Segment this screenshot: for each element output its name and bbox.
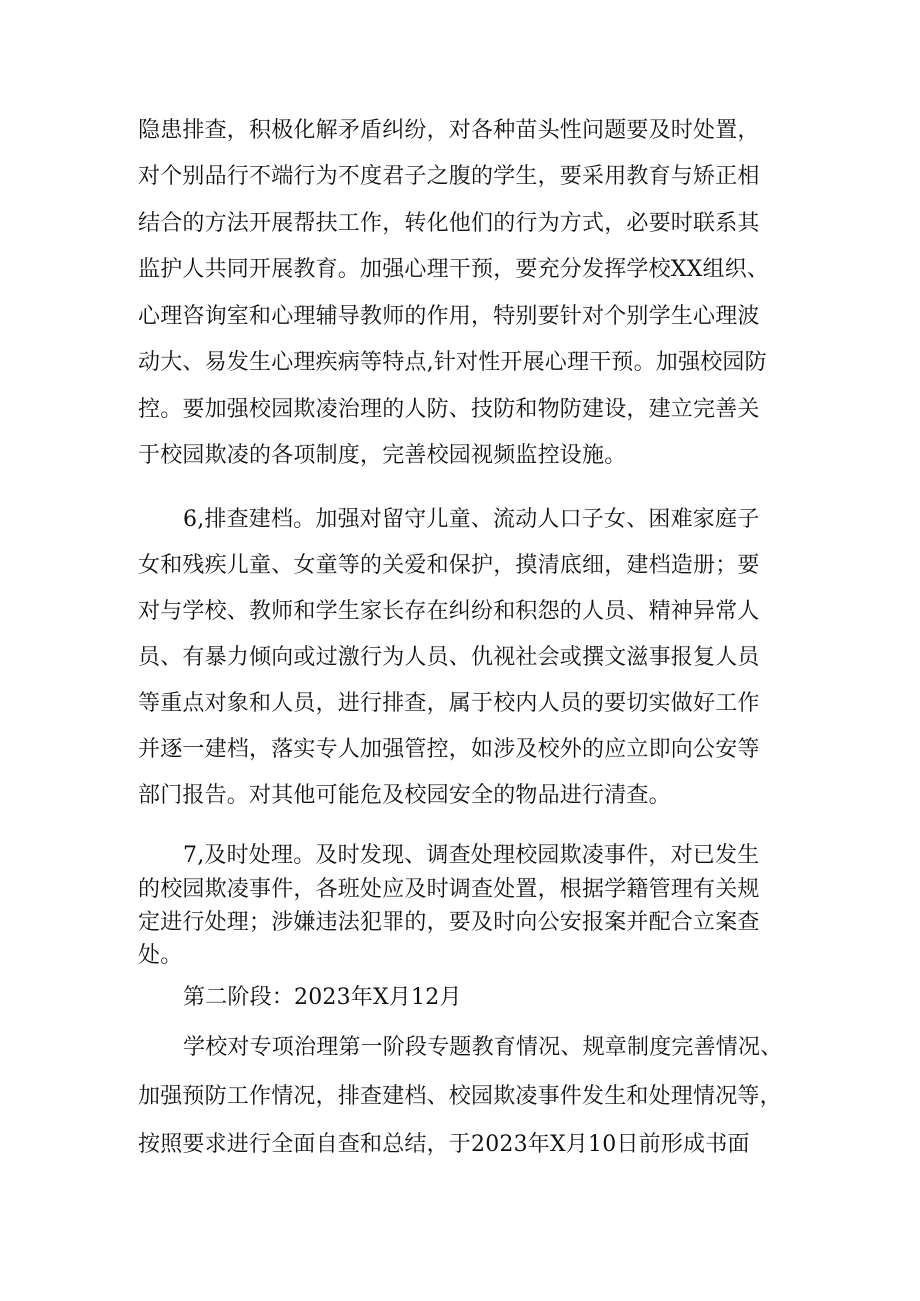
text-line: 控。要加强校园欺凌治理的人防、技防和物防建设，建立完善关 (138, 397, 760, 422)
text-line: 定进行处理；涉嫌违法犯罪的，要及时向公安报案并配合立案查 (138, 910, 760, 935)
text-line: 动大、易发生心理疾病等特点,针对性开展心理干预。加强校园防 (138, 350, 767, 375)
text-line: 等重点对象和人员，进行排查，属于校内人员的要切实做好工作 (138, 691, 760, 716)
text-line: 对个别品行不端行为不度君子之腹的学生，要采用教育与矫正相 (138, 164, 760, 189)
text-line: 并逐一建档，落实专人加强管控，如涉及校外的应立即向公安等 (138, 737, 760, 762)
text-line: 6,排查建档。加强对留守儿童、流动人口子女、困难家庭子 (183, 507, 760, 532)
text-line: 对与学校、教师和学生家长存在纠纷和积怨的人员、精神异常人 (138, 599, 760, 624)
text-line: 女和残疾儿童、女童等的关爱和保护，摸清底细，建档造册；要 (138, 553, 760, 578)
text-line: 员、有暴力倾向或过激行为人员、仇视社会或撰文滋事报复人员 (138, 645, 760, 670)
text-line: 学校对专项治理第一阶段专题教育情况、规章制度完善情况、 (183, 1035, 783, 1060)
text-line: 隐患排查，积极化解矛盾纠纷，对各种苗头性问题要及时处置， (138, 118, 760, 143)
text-line: 部门报告。对其他可能危及校园安全的物品进行清查。 (138, 783, 671, 808)
text-line: 监护人共同开展教育。加强心理干预，要充分发挥学校XX组织、 (138, 257, 770, 282)
text-line: 处。 (138, 943, 183, 968)
text-line: 于校园欺凌的各项制度，完善校园视频监控设施。 (138, 443, 627, 468)
section-heading: 第二阶段：2023年X月12月 (183, 985, 462, 1010)
text-line: 心理咨询室和心理辅导教师的作用，特别要针对个别学生心理波 (138, 304, 760, 329)
text-line: 的校园欺凌事件，各班处应及时调查处置，根据学籍管理有关规 (138, 877, 760, 902)
text-line: 7,及时处理。及时发现、调查处理校园欺凌事件，对已发生 (183, 843, 760, 868)
text-line: 结合的方法开展帮扶工作，转化他们的行为方式，必要时联系其 (138, 211, 760, 236)
text-line: 按照要求进行全面自查和总结，于2023年X月10日前形成书面 (138, 1132, 750, 1157)
text-line: 加强预防工作情况，排查建档、校园欺凌事件发生和处理情况等， (138, 1084, 782, 1109)
